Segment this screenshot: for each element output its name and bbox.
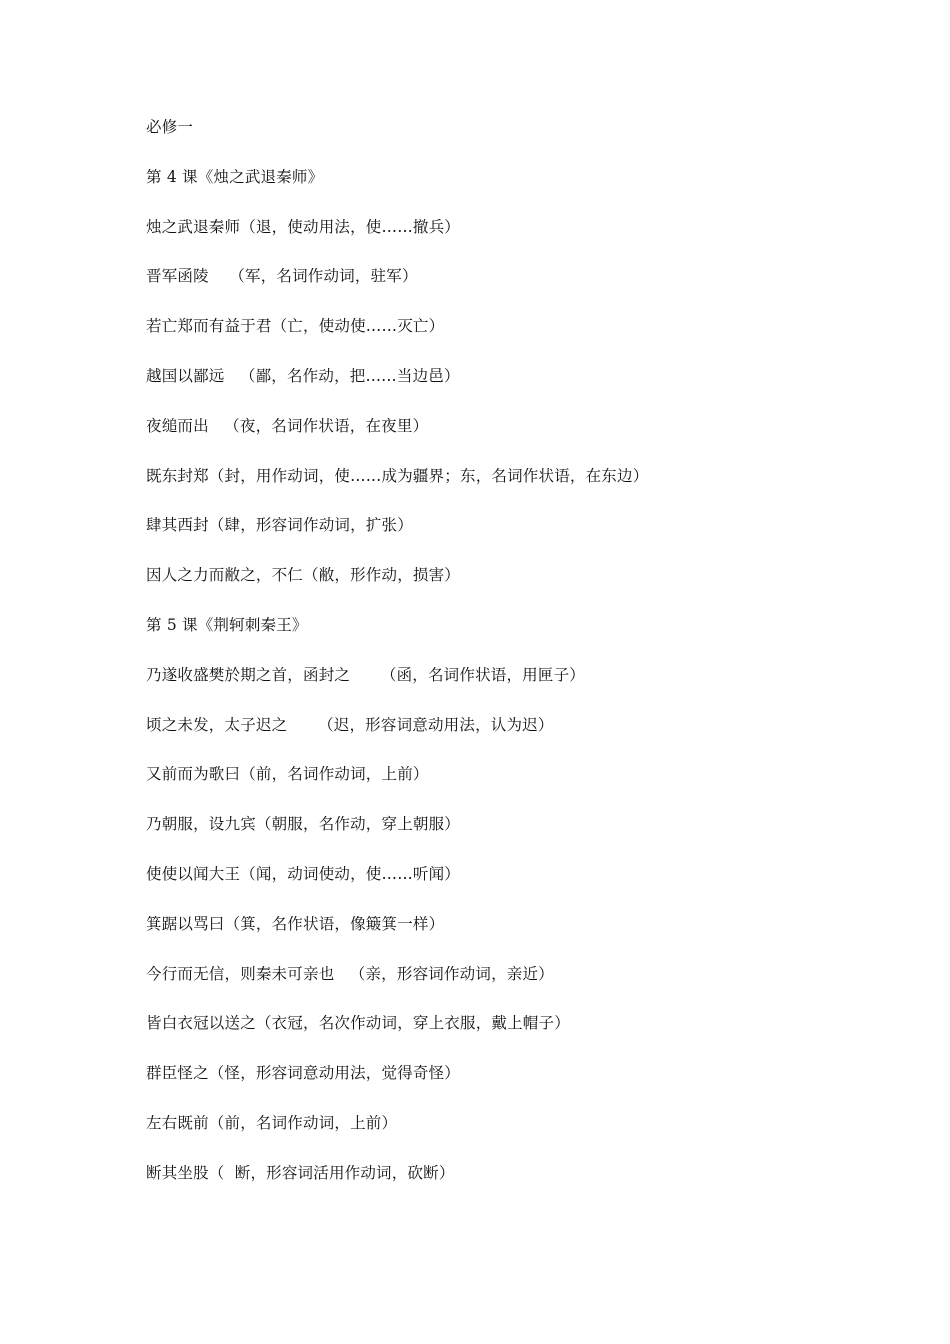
entry-line: 左右既前（前，名词作动词，上前） <box>146 1113 398 1132</box>
entry-line: 皆白衣冠以送之（衣冠，名次作动词，穿上衣服，戴上帽子） <box>146 1014 570 1033</box>
document-body <box>146 116 906 1212</box>
entry-line: 若亡郑而有益于君（亡，使动使……灭亡） <box>146 317 445 336</box>
entry-line: 顷之未发，太子迟之 （迟，形容词意动用法，认为迟） <box>146 715 554 734</box>
entry-line: 烛之武退秦师（退，使动用法，使……撤兵） <box>146 217 461 236</box>
entry-line: 又前而为歌曰（前，名词作动词，上前） <box>146 765 429 784</box>
entry-line: 群臣怪之（怪，形容词意动用法，觉得奇怪） <box>146 1064 461 1083</box>
lesson-heading: 第 5 课《荆轲刺秦王》 <box>146 615 308 634</box>
entry-line: 今行而无信，则秦未可亲也 （亲，形容词作动词，亲近） <box>146 964 554 983</box>
entry-line: 因人之力而敝之，不仁（敝，形作动，损害） <box>146 566 461 585</box>
entry-line: 使使以闻大王（闻，动词使动，使……听闻） <box>146 864 461 883</box>
entry-line: 乃朝服，设九宾（朝服，名作动，穿上朝服） <box>146 815 461 834</box>
entry-line: 夜缒而出 （夜，名词作状语，在夜里） <box>146 416 429 435</box>
entry-line: 晋军函陵 （军，名词作动词，驻军） <box>146 267 418 286</box>
entry-line: 箕踞以骂曰（箕，名作状语，像簸箕一样） <box>146 914 445 933</box>
lesson-heading: 第 4 课《烛之武退秦师》 <box>146 167 324 186</box>
entry-line: 断其坐股（ 断，形容词活用作动词，砍断） <box>146 1163 455 1182</box>
entry-line: 肆其西封（肆，形容词作动词，扩张） <box>146 516 413 535</box>
entry-line: 越国以鄙远 （鄙，名作动，把……当边邑） <box>146 366 460 385</box>
section-title: 必修一 <box>146 118 194 136</box>
entry-line: 既东封郑（封，用作动词，使……成为疆界；东，名词作状语，在东边） <box>146 466 649 485</box>
entry-line: 乃遂收盛樊於期之首，函封之 （函，名词作状语，用匣子） <box>146 665 585 684</box>
